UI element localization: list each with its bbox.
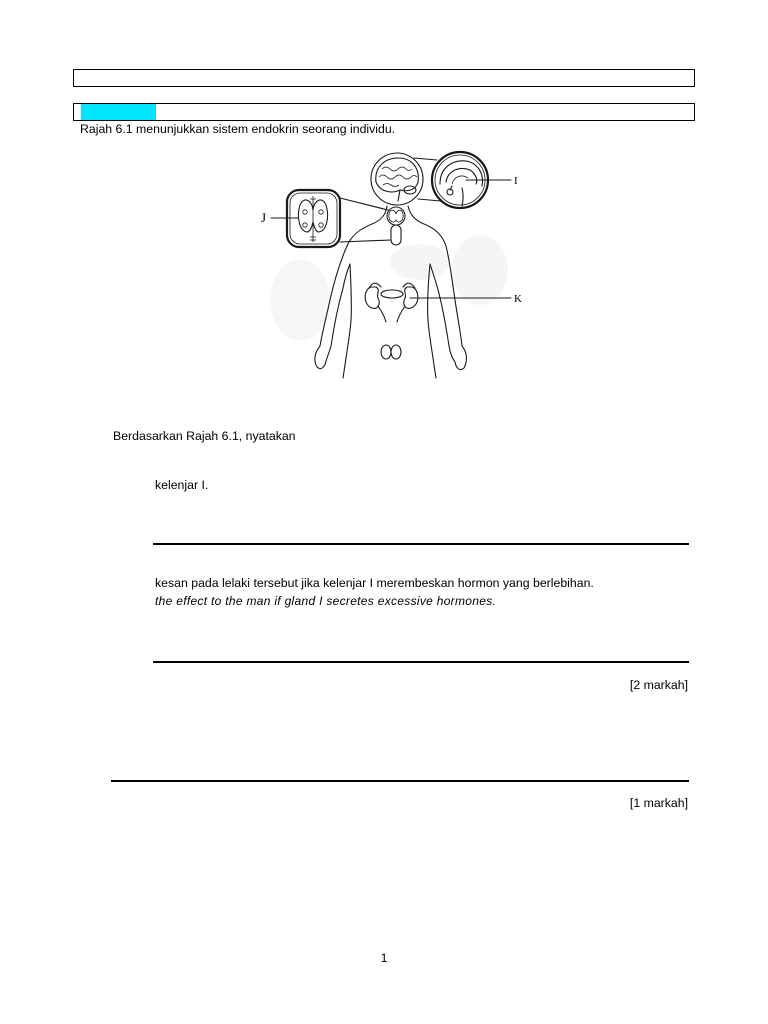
highlight-mark	[81, 104, 156, 120]
header-box	[73, 69, 695, 87]
thymus-gland	[391, 225, 401, 245]
question-item-1: kelenjar I.	[155, 478, 209, 492]
kidney-left	[365, 287, 379, 308]
answer-line	[111, 780, 689, 782]
page-number: 1	[380, 951, 388, 965]
pancreas	[381, 290, 403, 298]
testes	[381, 345, 401, 359]
thyroid-gland	[387, 207, 405, 225]
question-stem: Berdasarkan Rajah 6.1, nyatakan	[113, 429, 296, 443]
label-i: I	[514, 175, 518, 187]
question-item-2-translation: the effect to the man if gland I secretes excessive hormones.	[155, 594, 497, 608]
right-hand	[449, 346, 466, 370]
question-item-2: kesan pada lelaki tersebut jika kelenjar I merembeskan hormon yang berlebihan.	[155, 576, 594, 590]
kidneys-and-adrenal-glands	[365, 283, 418, 322]
answer-line	[153, 661, 689, 663]
background-shading	[270, 235, 508, 340]
zoom-connector	[418, 199, 441, 201]
marks-label: [1 markah]	[629, 796, 688, 810]
endocrine-system-diagram	[255, 145, 535, 385]
section-box	[73, 103, 695, 121]
label-k: K	[514, 293, 522, 305]
zoom-connector	[340, 240, 391, 242]
head-outline	[371, 153, 423, 205]
left-hand	[315, 346, 331, 369]
marks-label: [2 markah]	[629, 678, 688, 692]
label-j: J	[261, 210, 267, 225]
brain-drawing	[376, 158, 419, 201]
answer-line	[153, 543, 689, 545]
zoom-connector	[414, 158, 437, 160]
intro-text: Rajah 6.1 menunjukkan sistem endokrin seorang individu.	[80, 122, 396, 136]
